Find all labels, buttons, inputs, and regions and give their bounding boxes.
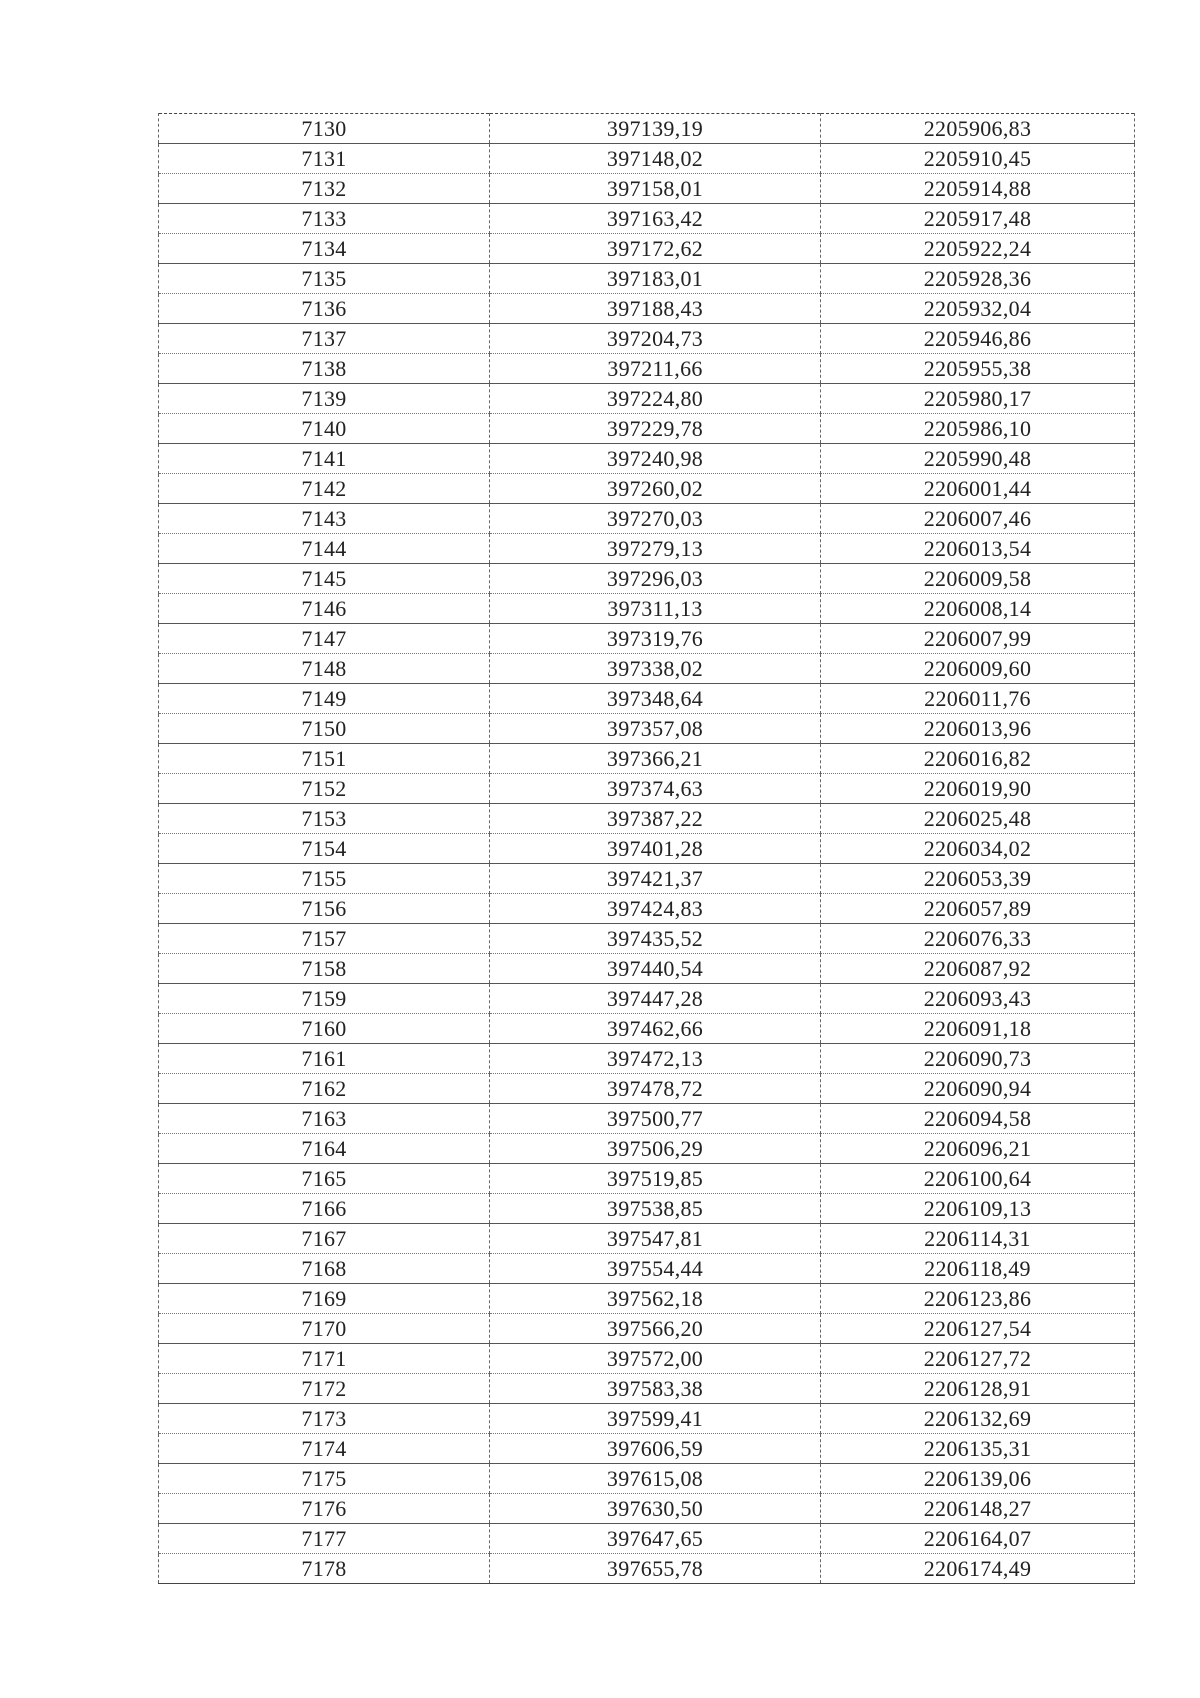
x-coordinate-cell: 397148,02	[490, 144, 821, 174]
point-number-cell: 7153	[159, 804, 490, 834]
table-row	[159, 954, 1135, 984]
x-coordinate-cell: 397229,78	[490, 414, 821, 444]
y-coordinate-cell: 2206093,43	[821, 984, 1135, 1014]
y-coordinate-cell: 2206053,39	[821, 864, 1135, 894]
y-coordinate-cell: 2206091,18	[821, 1014, 1135, 1044]
x-coordinate-cell: 397583,38	[490, 1374, 821, 1404]
x-coordinate-cell: 397183,01	[490, 264, 821, 294]
table-row	[159, 804, 1135, 834]
point-number-cell: 7172	[159, 1374, 490, 1404]
x-coordinate-cell: 397139,19	[490, 114, 821, 144]
x-coordinate-cell: 397478,72	[490, 1074, 821, 1104]
y-coordinate-cell: 2206013,54	[821, 534, 1135, 564]
point-number-cell: 7158	[159, 954, 490, 984]
table-row	[159, 774, 1135, 804]
point-number-cell: 7160	[159, 1014, 490, 1044]
table-row	[159, 204, 1135, 234]
x-coordinate-cell: 397655,78	[490, 1554, 821, 1584]
x-coordinate-cell: 397566,20	[490, 1314, 821, 1344]
table-row	[159, 474, 1135, 504]
point-number-cell: 7178	[159, 1554, 490, 1584]
coordinates-table	[158, 113, 1135, 1584]
table-row	[159, 1104, 1135, 1134]
table-row	[159, 1254, 1135, 1284]
table-row	[159, 564, 1135, 594]
x-coordinate-cell: 397599,41	[490, 1404, 821, 1434]
point-number-cell: 7146	[159, 594, 490, 624]
table-row	[159, 534, 1135, 564]
point-number-cell: 7163	[159, 1104, 490, 1134]
point-number-cell: 7168	[159, 1254, 490, 1284]
x-coordinate-cell: 397440,54	[490, 954, 821, 984]
x-coordinate-cell: 397401,28	[490, 834, 821, 864]
y-coordinate-cell: 2206123,86	[821, 1284, 1135, 1314]
point-number-cell: 7139	[159, 384, 490, 414]
y-coordinate-cell: 2206011,76	[821, 684, 1135, 714]
y-coordinate-cell: 2206016,82	[821, 744, 1135, 774]
point-number-cell: 7165	[159, 1164, 490, 1194]
table-row	[159, 1044, 1135, 1074]
point-number-cell: 7164	[159, 1134, 490, 1164]
table-row	[159, 1464, 1135, 1494]
table-row	[159, 1164, 1135, 1194]
table-row	[159, 654, 1135, 684]
y-coordinate-cell: 2205910,45	[821, 144, 1135, 174]
table-row	[159, 1404, 1135, 1434]
y-coordinate-cell: 2205980,17	[821, 384, 1135, 414]
point-number-cell: 7177	[159, 1524, 490, 1554]
x-coordinate-cell: 397296,03	[490, 564, 821, 594]
y-coordinate-cell: 2206007,46	[821, 504, 1135, 534]
y-coordinate-cell: 2205917,48	[821, 204, 1135, 234]
y-coordinate-cell: 2206013,96	[821, 714, 1135, 744]
x-coordinate-cell: 397374,63	[490, 774, 821, 804]
point-number-cell: 7154	[159, 834, 490, 864]
x-coordinate-cell: 397270,03	[490, 504, 821, 534]
x-coordinate-cell: 397647,65	[490, 1524, 821, 1554]
point-number-cell: 7175	[159, 1464, 490, 1494]
point-number-cell: 7167	[159, 1224, 490, 1254]
table-row	[159, 894, 1135, 924]
y-coordinate-cell: 2206109,13	[821, 1194, 1135, 1224]
y-coordinate-cell: 2206009,60	[821, 654, 1135, 684]
table-row	[159, 414, 1135, 444]
point-number-cell: 7151	[159, 744, 490, 774]
table-row	[159, 324, 1135, 354]
x-coordinate-cell: 397606,59	[490, 1434, 821, 1464]
point-number-cell: 7157	[159, 924, 490, 954]
point-number-cell: 7136	[159, 294, 490, 324]
y-coordinate-cell: 2206009,58	[821, 564, 1135, 594]
x-coordinate-cell: 397615,08	[490, 1464, 821, 1494]
point-number-cell: 7143	[159, 504, 490, 534]
table-row	[159, 924, 1135, 954]
y-coordinate-cell: 2205928,36	[821, 264, 1135, 294]
table-row	[159, 684, 1135, 714]
table-row	[159, 1554, 1135, 1584]
x-coordinate-cell: 397211,66	[490, 354, 821, 384]
y-coordinate-cell: 2206100,64	[821, 1164, 1135, 1194]
table-row	[159, 1434, 1135, 1464]
table-row	[159, 1374, 1135, 1404]
point-number-cell: 7166	[159, 1194, 490, 1224]
y-coordinate-cell: 2205986,10	[821, 414, 1135, 444]
table-row	[159, 1494, 1135, 1524]
x-coordinate-cell: 397172,62	[490, 234, 821, 264]
y-coordinate-cell: 2205922,24	[821, 234, 1135, 264]
point-number-cell: 7137	[159, 324, 490, 354]
table-row	[159, 1074, 1135, 1104]
point-number-cell: 7131	[159, 144, 490, 174]
y-coordinate-cell: 2206057,89	[821, 894, 1135, 924]
table-row	[159, 114, 1135, 144]
table-row	[159, 1134, 1135, 1164]
x-coordinate-cell: 397435,52	[490, 924, 821, 954]
y-coordinate-cell: 2205932,04	[821, 294, 1135, 324]
point-number-cell: 7170	[159, 1314, 490, 1344]
x-coordinate-cell: 397547,81	[490, 1224, 821, 1254]
table-row	[159, 744, 1135, 774]
y-coordinate-cell: 2206127,54	[821, 1314, 1135, 1344]
x-coordinate-cell: 397572,00	[490, 1344, 821, 1374]
table-row	[159, 864, 1135, 894]
x-coordinate-cell: 397240,98	[490, 444, 821, 474]
x-coordinate-cell: 397224,80	[490, 384, 821, 414]
x-coordinate-cell: 397421,37	[490, 864, 821, 894]
table-row	[159, 1224, 1135, 1254]
point-number-cell: 7142	[159, 474, 490, 504]
y-coordinate-cell: 2206008,14	[821, 594, 1135, 624]
y-coordinate-cell: 2206139,06	[821, 1464, 1135, 1494]
point-number-cell: 7148	[159, 654, 490, 684]
x-coordinate-cell: 397519,85	[490, 1164, 821, 1194]
point-number-cell: 7133	[159, 204, 490, 234]
y-coordinate-cell: 2206025,48	[821, 804, 1135, 834]
point-number-cell: 7135	[159, 264, 490, 294]
x-coordinate-cell: 397500,77	[490, 1104, 821, 1134]
point-number-cell: 7159	[159, 984, 490, 1014]
point-number-cell: 7138	[159, 354, 490, 384]
x-coordinate-cell: 397366,21	[490, 744, 821, 774]
point-number-cell: 7140	[159, 414, 490, 444]
point-number-cell: 7174	[159, 1434, 490, 1464]
table-row	[159, 294, 1135, 324]
y-coordinate-cell: 2206164,07	[821, 1524, 1135, 1554]
y-coordinate-cell: 2206087,92	[821, 954, 1135, 984]
point-number-cell: 7150	[159, 714, 490, 744]
x-coordinate-cell: 397506,29	[490, 1134, 821, 1164]
table-row	[159, 504, 1135, 534]
x-coordinate-cell: 397279,13	[490, 534, 821, 564]
point-number-cell: 7144	[159, 534, 490, 564]
table-row	[159, 1194, 1135, 1224]
y-coordinate-cell: 2206174,49	[821, 1554, 1135, 1584]
table-row	[159, 624, 1135, 654]
point-number-cell: 7149	[159, 684, 490, 714]
table-row	[159, 354, 1135, 384]
y-coordinate-cell: 2205990,48	[821, 444, 1135, 474]
point-number-cell: 7173	[159, 1404, 490, 1434]
y-coordinate-cell: 2205906,83	[821, 114, 1135, 144]
x-coordinate-cell: 397311,13	[490, 594, 821, 624]
coordinates-table-body	[159, 114, 1135, 1584]
point-number-cell: 7161	[159, 1044, 490, 1074]
y-coordinate-cell: 2206128,91	[821, 1374, 1135, 1404]
y-coordinate-cell: 2206007,99	[821, 624, 1135, 654]
table-row	[159, 444, 1135, 474]
point-number-cell: 7176	[159, 1494, 490, 1524]
x-coordinate-cell: 397554,44	[490, 1254, 821, 1284]
x-coordinate-cell: 397163,42	[490, 204, 821, 234]
table-row	[159, 1344, 1135, 1374]
x-coordinate-cell: 397462,66	[490, 1014, 821, 1044]
y-coordinate-cell: 2205914,88	[821, 174, 1135, 204]
table-row	[159, 1284, 1135, 1314]
y-coordinate-cell: 2206094,58	[821, 1104, 1135, 1134]
x-coordinate-cell: 397338,02	[490, 654, 821, 684]
x-coordinate-cell: 397204,73	[490, 324, 821, 354]
point-number-cell: 7141	[159, 444, 490, 474]
x-coordinate-cell: 397447,28	[490, 984, 821, 1014]
y-coordinate-cell: 2206118,49	[821, 1254, 1135, 1284]
y-coordinate-cell: 2206001,44	[821, 474, 1135, 504]
point-number-cell: 7147	[159, 624, 490, 654]
y-coordinate-cell: 2206096,21	[821, 1134, 1135, 1164]
point-number-cell: 7152	[159, 774, 490, 804]
y-coordinate-cell: 2206127,72	[821, 1344, 1135, 1374]
y-coordinate-cell: 2206076,33	[821, 924, 1135, 954]
table-row	[159, 384, 1135, 414]
x-coordinate-cell: 397348,64	[490, 684, 821, 714]
x-coordinate-cell: 397387,22	[490, 804, 821, 834]
y-coordinate-cell: 2206090,94	[821, 1074, 1135, 1104]
table-row	[159, 834, 1135, 864]
table-row	[159, 174, 1135, 204]
point-number-cell: 7134	[159, 234, 490, 264]
table-row	[159, 144, 1135, 174]
x-coordinate-cell: 397562,18	[490, 1284, 821, 1314]
table-row	[159, 234, 1135, 264]
x-coordinate-cell: 397319,76	[490, 624, 821, 654]
table-row	[159, 264, 1135, 294]
y-coordinate-cell: 2206135,31	[821, 1434, 1135, 1464]
y-coordinate-cell: 2206114,31	[821, 1224, 1135, 1254]
table-row	[159, 1014, 1135, 1044]
point-number-cell: 7130	[159, 114, 490, 144]
x-coordinate-cell: 397260,02	[490, 474, 821, 504]
point-number-cell: 7145	[159, 564, 490, 594]
table-row	[159, 1314, 1135, 1344]
table-row	[159, 714, 1135, 744]
y-coordinate-cell: 2206019,90	[821, 774, 1135, 804]
y-coordinate-cell: 2206034,02	[821, 834, 1135, 864]
x-coordinate-cell: 397357,08	[490, 714, 821, 744]
y-coordinate-cell: 2206090,73	[821, 1044, 1135, 1074]
point-number-cell: 7132	[159, 174, 490, 204]
x-coordinate-cell: 397424,83	[490, 894, 821, 924]
x-coordinate-cell: 397158,01	[490, 174, 821, 204]
table-row	[159, 1524, 1135, 1554]
point-number-cell: 7169	[159, 1284, 490, 1314]
point-number-cell: 7171	[159, 1344, 490, 1374]
y-coordinate-cell: 2205946,86	[821, 324, 1135, 354]
point-number-cell: 7162	[159, 1074, 490, 1104]
x-coordinate-cell: 397188,43	[490, 294, 821, 324]
x-coordinate-cell: 397538,85	[490, 1194, 821, 1224]
table-row	[159, 594, 1135, 624]
table-row	[159, 984, 1135, 1014]
point-number-cell: 7155	[159, 864, 490, 894]
y-coordinate-cell: 2206132,69	[821, 1404, 1135, 1434]
x-coordinate-cell: 397472,13	[490, 1044, 821, 1074]
y-coordinate-cell: 2205955,38	[821, 354, 1135, 384]
point-number-cell: 7156	[159, 894, 490, 924]
y-coordinate-cell: 2206148,27	[821, 1494, 1135, 1524]
x-coordinate-cell: 397630,50	[490, 1494, 821, 1524]
